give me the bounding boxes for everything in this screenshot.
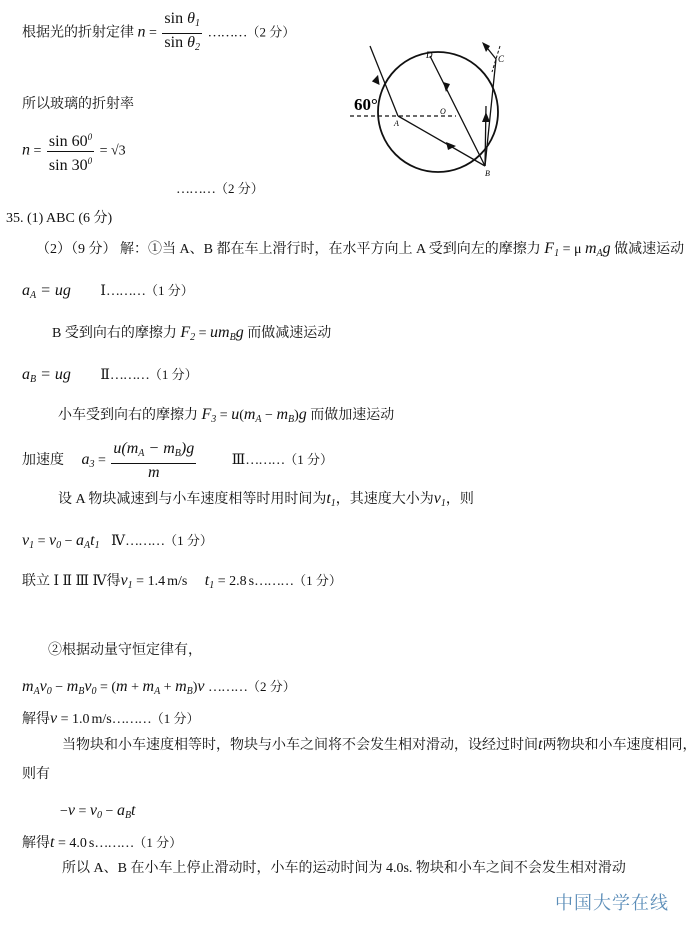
score-mark: （2 分） [246,24,296,40]
part2-intro: （2）（9 分） 解：①当 A、B 都在车上滑行时，在水平方向上 A 受到向左的摩擦力 $F_1 = \mu$ $m_Ag$ 做减速运动 [36,240,685,259]
refraction-law-line: 根据光的折射定律 n = $\frac{\sin \theta_1}{\sin \theta_2}$ ………（2 分） [22,10,296,53]
equation-II: $a_B$ = ug Ⅱ………（1 分） [22,366,198,385]
solution-line: 联立 Ⅰ Ⅱ Ⅲ Ⅳ得$v_1 = 1.4$ m/s $t_1 = 2.8$ s………（1 分） [22,572,342,591]
index-intro: 所以玻璃的折射率 [22,97,134,112]
index-equation: n = $\frac{\sin 60^0}{\sin 30^0}$ = √3 [22,128,126,175]
velocity-result: 解得v = 1.0 m/s………（1 分） [22,710,200,727]
watermark: 中国大学在线 [555,893,669,913]
angle-label: 60° [354,95,378,114]
svg-text:C: C [498,54,505,64]
momentum-intro: ②根据动量守恒定律有， [48,643,202,658]
equation-III: 加速度 $a_3$ = $\frac{u(m_A - m_B)g}{m}$ Ⅲ………（1 分） [22,440,333,481]
time-equation: $-v = v_0 - a_Bt$ [60,802,136,821]
conclusion-line: 所以 A、B 在小车上停止滑动时，小车的运动时间为 4.0s. 物块和小车之间不会发生相对滑动 [62,861,626,876]
momentum-equation: $m_Av_0 - m_Bv_0 = (m + m_A + m_B)v$ ………（2 分） [22,678,296,697]
svg-text:D: D [426,50,433,60]
equation-I: $a_A$ = ug Ⅰ………（1 分） [22,282,194,301]
time-result: 解得t = 4.0 s………（1 分） [22,834,183,851]
svg-text:A: A [394,119,399,128]
relative-motion-line-2: 则有 [22,767,50,782]
relative-motion-line: 当物块和小车速度相等时，物块与小车之间将不会发生相对滑动，设经过时间t两物块和小车速度相同， [62,736,697,753]
equation-IV: $v_1 = v_0 - a_At_1$ Ⅳ………（1 分） [22,532,213,551]
refraction-law-label: 根据光的折射定律 [22,25,134,41]
refraction-diagram [340,36,510,184]
friction-B-line: B 受到向右的摩擦力 $F_2 = um_Bg$ 而做减速运动 [52,324,332,343]
question-35-header: 35. (1) ABC (6 分) [6,211,113,226]
svg-text:O: O [440,107,446,116]
svg-text:B: B [485,169,490,178]
score-line: ………（2 分） [176,181,264,197]
time-t1-line: 设 A 物块减速到与小车速度相等时用时间为$t_1$，其速度大小为$v_1$，则 [58,490,474,509]
friction-car-line: 小车受到向右的摩擦力 $F_3 = u(m_A - m_B)g$ 而做加速运动 [58,406,395,425]
